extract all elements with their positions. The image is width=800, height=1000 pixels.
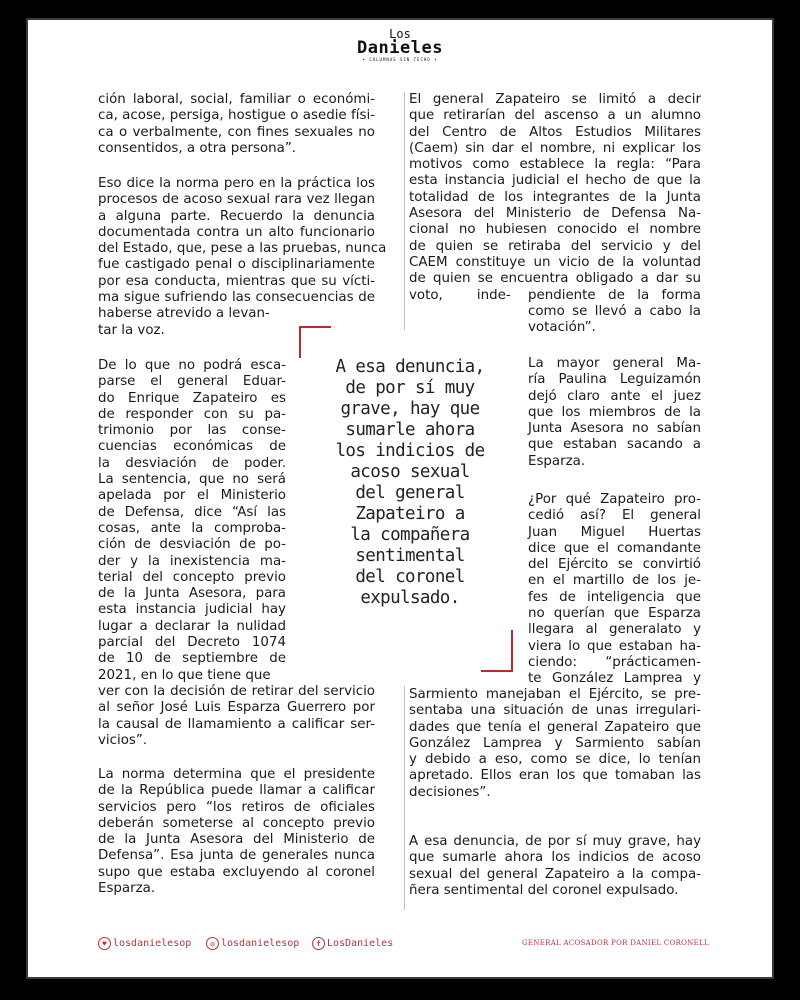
pull-quote-line: del general — [355, 483, 465, 503]
pull-quote-line: sumarle ahora — [345, 420, 475, 440]
text-line: fue castigado penal o disciplinariamente — [98, 257, 375, 273]
footer-facebook-link[interactable] — [312, 937, 393, 950]
text-line: consentidos, a otra persona”. — [98, 140, 297, 156]
text-line: la desviación de poder. — [98, 455, 286, 471]
text-line: documentada contra un alto funcionario — [98, 224, 375, 240]
text-line: que los miembros de la — [528, 404, 701, 420]
right-paragraph-4 — [409, 834, 701, 899]
left-paragraph-1 — [98, 92, 375, 157]
facebook-icon: f — [312, 937, 325, 950]
text-line: votación”. — [528, 320, 596, 336]
text-line: del Ejército se convirtió — [528, 557, 701, 573]
text-line: dades que tenía el general Zapateiro que — [409, 719, 701, 735]
text-line: que estaban sacando a — [528, 437, 701, 453]
footer-twitter-link[interactable] — [98, 937, 191, 950]
text-line: De lo que no podrá esca- — [98, 358, 286, 373]
text-line: motivos como establece la regla: “Para — [409, 157, 701, 173]
text-line: tar la voz. — [98, 322, 165, 338]
text-line: cedió así? El general — [528, 508, 701, 524]
text-line: Asesora del Ministerio de Defensa Na- — [409, 206, 701, 222]
text-line: sexual del general Zapateiro a la compa- — [409, 866, 701, 882]
right-paragraph-1-split — [409, 287, 511, 304]
pull-quote-line: sentimental — [355, 546, 465, 566]
text-line: en el martillo de los je- — [528, 573, 701, 589]
footer-instagram-link[interactable] — [206, 937, 299, 950]
left-paragraph-3-continued — [98, 684, 375, 749]
text-line: Esparza. — [98, 881, 156, 897]
text-line: dejó claro ante el juez — [528, 388, 701, 404]
left-paragraph-2 — [98, 176, 387, 339]
text-line: servicios pero “los retiros de oficiales — [98, 799, 375, 815]
text-line: La sentencia, que no será — [98, 472, 286, 488]
text-line: apretado. Ellos eran los que tomaban las — [409, 768, 701, 784]
text-line: A esa denuncia, de por sí muy grave, hay — [409, 834, 701, 849]
text-line: por esa conducta, mientras que su vícti- — [98, 273, 375, 289]
text-line: llegara al generalato y — [528, 622, 701, 638]
right-paragraph-2 — [528, 356, 701, 470]
text-line: 2021, en lo que tiene que — [98, 667, 271, 683]
text-line: fes de inteligencia que — [528, 589, 701, 605]
text-line: ción laboral, social, familiar o económi- — [98, 92, 375, 107]
pull-quote-line: la compañera — [350, 525, 470, 545]
instagram-handle: losdanielesop — [221, 938, 300, 949]
text-line: de responder con su pa- — [98, 406, 286, 422]
right-paragraph-1 — [409, 92, 701, 288]
text-line: terial del concepto previo — [98, 569, 286, 585]
text-line: voto, inde- — [409, 287, 511, 303]
text-line: de Defensa, dice “Así las — [98, 504, 286, 520]
text-line: ría Paulina Leguizamón — [528, 372, 701, 388]
right-paragraph-3 — [528, 492, 701, 688]
text-line: CAEM constituye un vicio de la voluntad — [409, 254, 701, 270]
text-line: haberse atrevido a levan- — [98, 306, 270, 322]
text-line: no querían que Esparza — [528, 606, 701, 622]
text-line: viera lo que estaban ha- — [528, 638, 701, 654]
text-line: González Lamprea y Sarmiento sabían — [409, 735, 701, 751]
logo-tagline: • COLUMNAS SIN TECHO • — [362, 57, 438, 62]
text-line: totalidad de los integrantes de la Junta — [409, 189, 701, 205]
text-line: ¿Por qué Zapateiro pro- — [528, 492, 701, 507]
text-line: ca o verbalmente, con fines sexuales no — [98, 124, 375, 140]
text-line: (Caem) sin dar el nombre, ni explicar los — [409, 140, 701, 156]
column-divider-top — [404, 92, 405, 330]
text-line: Esparza. — [528, 453, 586, 469]
text-line: parcial del Decreto 1074 — [98, 635, 286, 651]
text-line: Sarmiento manejaban el Ejército, se pre- — [409, 687, 701, 702]
text-line: de la Junta Asesora, para — [98, 586, 286, 602]
text-line: del Estado, que, pese a las pruebas, nunca — [98, 241, 387, 257]
column-divider-bottom — [404, 686, 405, 910]
logo-line-danieles: Danieles — [357, 38, 443, 58]
pull-quote-line: los indicios de — [335, 441, 485, 461]
pull-quote-bracket-top-left — [299, 326, 331, 358]
text-line: ción de desviación de po- — [98, 537, 286, 553]
text-line: Eso dice la norma pero en la práctica los — [98, 176, 375, 191]
text-line: ca, acose, persiga, hostigue o asedie físi- — [98, 108, 375, 124]
text-line: Defensa”. Esa junta de generales nunca — [98, 848, 375, 864]
text-line: El general Zapateiro se limitó a decir — [409, 92, 701, 107]
masthead-logo — [28, 28, 772, 63]
text-line: cuencias económicas de — [98, 439, 286, 455]
pull-quote-line: Zapateiro a — [355, 504, 465, 524]
text-line: que retirarían del ascenso a un alumno — [409, 108, 701, 124]
text-line: al señor José Luis Esparza Guerrero por — [98, 700, 375, 716]
facebook-handle: LosDanieles — [327, 938, 394, 949]
text-line: la causal de llamamiento a calificar ser- — [98, 716, 375, 732]
pull-quote-line: grave, hay que — [340, 399, 480, 419]
text-line: cional no hubiesen conocido el nombre — [409, 222, 701, 238]
text-line: Junta Asesora no sabían — [528, 421, 701, 437]
text-line: de 10 de septiembre de — [98, 651, 286, 667]
text-line: del Centro de Altos Estudios Militares — [409, 124, 701, 140]
text-line: der y la inexistencia ma- — [98, 553, 286, 569]
text-line: decisiones”. — [409, 784, 491, 800]
pull-quote-bracket-bottom-right — [481, 630, 513, 672]
text-line: dice que el comandante — [528, 540, 701, 556]
text-line: procesos de acoso sexual rara vez llegan — [98, 192, 375, 208]
text-line: vicios”. — [98, 732, 148, 748]
text-line: sentaba una situación de unas irregulari- — [409, 703, 701, 719]
text-line: trimonio por las conse- — [98, 423, 286, 439]
pull-quote-line: de por sí muy — [345, 378, 475, 398]
text-line: y debido a eso, como se dice, lo tenían — [409, 752, 701, 768]
text-line: te González Lamprea y — [528, 671, 701, 687]
page — [28, 20, 772, 977]
right-paragraph-1-narrow — [528, 288, 701, 337]
pull-quote-line: A esa denuncia, — [335, 357, 485, 377]
pull-quote-line: del coronel — [355, 567, 465, 587]
text-line: deberán someterse al concepto previo — [98, 815, 375, 831]
pull-quote-line: expulsado. — [360, 588, 460, 608]
text-line: ciendo: “prácticamen- — [528, 654, 701, 670]
left-paragraph-4 — [98, 767, 375, 897]
text-line: pendiente de la forma — [528, 287, 701, 303]
text-line: La mayor general Ma- — [528, 356, 701, 371]
text-line: de quien se encuentra obligado a dar su — [409, 271, 701, 287]
text-line: que sumarle ahora los indicios de acoso — [409, 850, 701, 866]
text-line: supo que estaba excluyendo al coronel — [98, 864, 375, 880]
twitter-handle: losdanielesop — [113, 938, 192, 949]
text-line: esta instancia judicial el hecho de que la — [409, 173, 701, 189]
pull-quote-line: acoso sexual — [350, 462, 470, 482]
left-paragraph-3 — [98, 358, 286, 684]
text-line: Juan Miguel Huertas — [528, 524, 701, 540]
text-line: apelada por el Ministerio — [98, 488, 286, 504]
text-line: ma sigue sufriendo las consecuencias de — [98, 290, 375, 306]
text-line: de la República puede llamar a calificar — [98, 783, 375, 799]
logo-line-los: Los — [389, 27, 411, 41]
text-line: cosas, ante la comproba- — [98, 520, 286, 536]
pull-quote — [310, 357, 510, 609]
text-line: parse el general Eduar- — [98, 374, 286, 390]
instagram-icon: ◎ — [206, 937, 219, 950]
text-line: esta instancia judicial hay — [98, 602, 286, 618]
text-line: de quien se retiraba del servicio y del — [409, 238, 701, 254]
text-line: ver con la decisión de retirar del servicio — [98, 684, 375, 699]
column-byline: GENERAL ACOSADOR POR DANIEL CORONELL — [522, 939, 709, 947]
text-line: ñera sentimental del coronel expulsado. — [409, 882, 679, 898]
text-line: como se llevó a cabo la — [528, 303, 701, 319]
text-line: do Enrique Zapateiro es — [98, 390, 286, 406]
right-paragraph-3-continued — [409, 687, 701, 801]
text-line: a alguna parte. Recuerdo la denuncia — [98, 208, 375, 224]
text-line: de la Junta Asesora del Ministerio de — [98, 832, 375, 848]
twitter-icon: ♥ — [98, 937, 111, 950]
text-line: La norma determina que el presidente — [98, 767, 375, 782]
text-line: lugar a declarar la nulidad — [98, 618, 286, 634]
